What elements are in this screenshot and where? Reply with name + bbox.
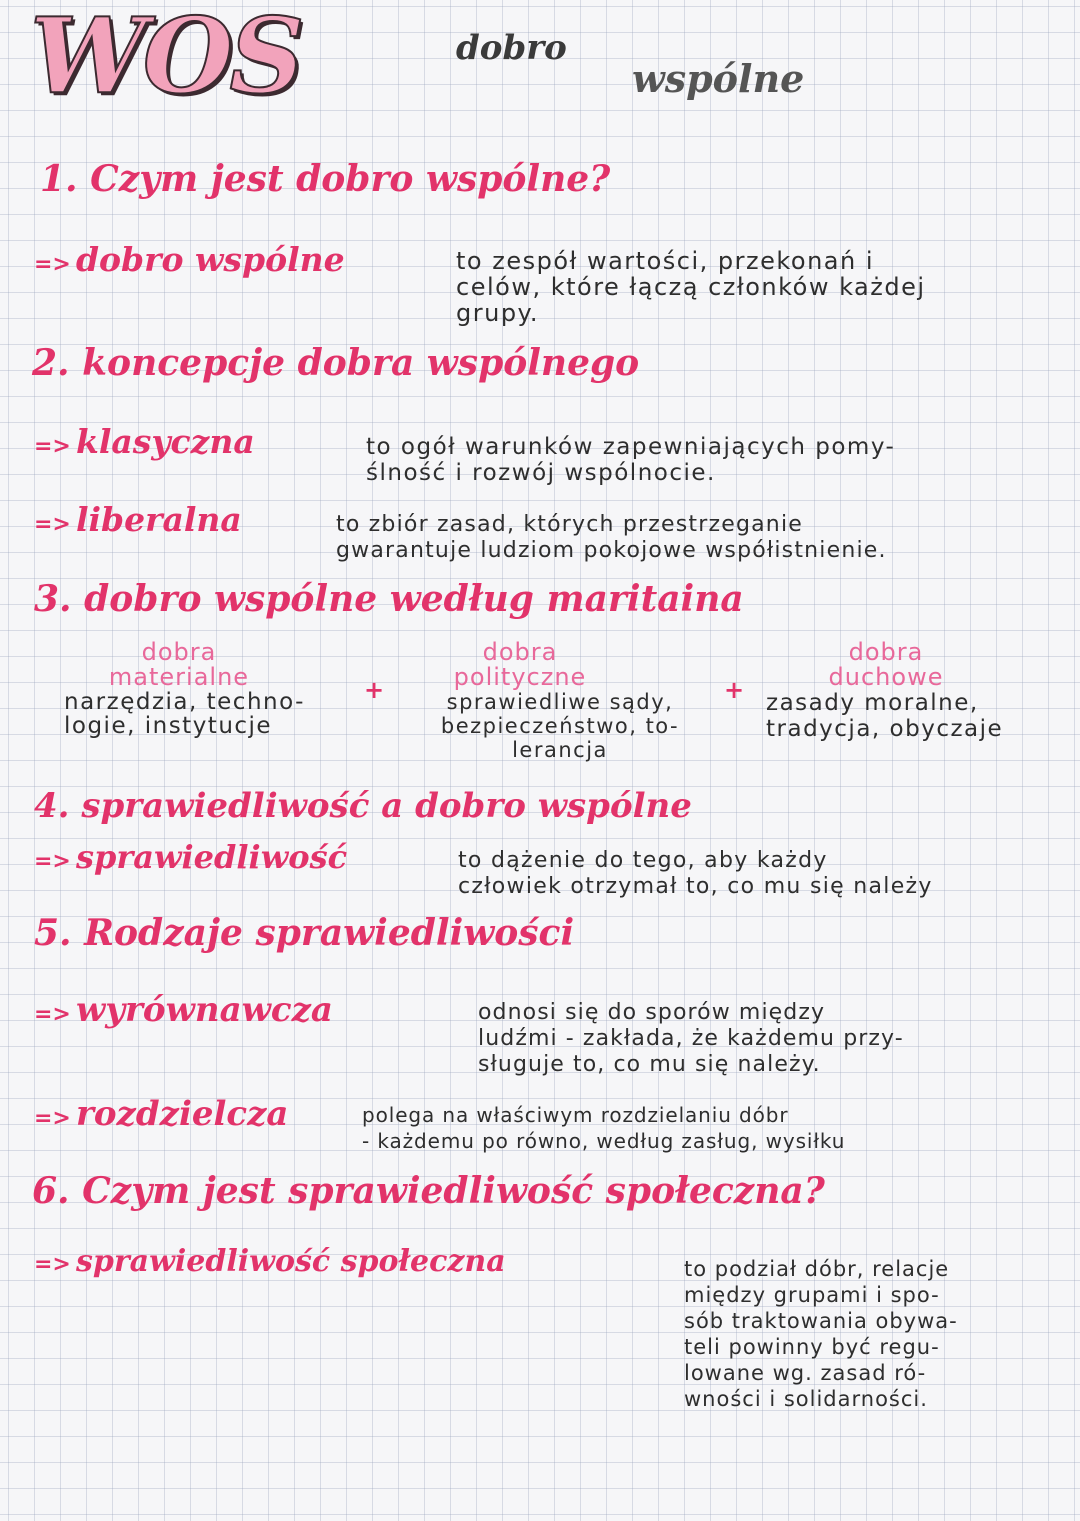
plus-sign: +	[364, 676, 385, 704]
heading-6: 6. Czym jest sprawiedliwość społeczna?	[32, 1170, 825, 1212]
def-line: sługuje to, co mu się należy.	[478, 1052, 821, 1077]
goods-political-body	[410, 690, 710, 762]
goods-spiritual	[766, 640, 1076, 742]
arrow-icon: =>	[34, 252, 71, 277]
term-wyrownawcza: wyrównawcza	[75, 990, 333, 1030]
def-line: odnosi się do sporów między	[478, 1000, 826, 1025]
goods-title-line: dobra	[141, 638, 217, 666]
row-dobro-wspolne	[34, 240, 345, 279]
heading-1: 1. Czym jest dobro wspólne?	[40, 158, 611, 200]
def-line: - każdemu po równo, według zasług, wysiłku	[362, 1129, 846, 1153]
goods-political	[410, 640, 710, 762]
def-line: to dążenie do tego, aby każdy	[458, 848, 828, 873]
goods-title-line: dobra	[848, 638, 924, 666]
def-line: to ogół warunków zapewniających pomy-	[366, 434, 896, 460]
def-rozdzielcza	[362, 1102, 845, 1154]
arrow-icon: =>	[34, 1106, 71, 1131]
def-liberalna	[336, 512, 887, 564]
def-line: teli powinny być regu-	[684, 1335, 940, 1359]
arrow-icon: =>	[34, 1252, 71, 1277]
def-line: polega na właściwym rozdzielaniu dóbr	[362, 1103, 789, 1127]
def-line: celów, które łączą członków każdej	[456, 273, 926, 301]
goods-body-line: bezpieczeństwo, to-	[440, 714, 680, 738]
def-wyrownawcza	[478, 1000, 904, 1078]
wos-logo: WOS	[30, 0, 301, 117]
goods-spiritual-body	[766, 690, 1076, 742]
plus-sign: +	[724, 676, 745, 704]
goods-title-line: duchowe	[828, 663, 944, 691]
def-line: sób traktowania obywa-	[684, 1309, 958, 1333]
goods-body-line: zasady moralne,	[766, 690, 979, 716]
goods-body-line: lerancja	[512, 738, 608, 762]
goods-spiritual-title	[766, 640, 1006, 690]
heading-2: 2. koncepcje dobra wspólnego	[32, 342, 640, 384]
goods-body-line: logie, instytucje	[64, 713, 273, 739]
heading-5: 5. Rodzaje sprawiedliwości	[34, 912, 575, 954]
term-klasyczna: klasyczna	[75, 422, 255, 461]
term-liberalna: liberalna	[75, 500, 242, 539]
goods-body-line: narzędzia, techno-	[64, 689, 305, 715]
goods-material-title	[64, 640, 294, 690]
arrow-icon: =>	[34, 434, 71, 459]
def-klasyczna	[366, 434, 895, 486]
def-line: człowiek otrzymał to, co mu się należy	[458, 874, 933, 899]
def-dobro-wspolne	[456, 248, 926, 326]
arrow-icon: =>	[34, 849, 71, 874]
def-line: wności i solidarności.	[684, 1387, 928, 1411]
def-sprawiedliwosc-spoleczna	[684, 1256, 958, 1412]
def-line: gwarantuje ludziom pokojowe współistnienie.	[336, 538, 887, 563]
def-line: ślność i rozwój wspólnocie.	[366, 460, 716, 486]
def-line: to zespół wartości, przekonań i	[456, 247, 874, 275]
goods-title-line: polityczne	[453, 663, 587, 691]
def-line: ludźmi - zakłada, że każdemu przy-	[478, 1026, 904, 1051]
row-liberalna	[34, 500, 242, 539]
goods-material	[64, 640, 354, 738]
heading-4: 4. sprawiedliwość a dobro wspólne	[34, 786, 692, 826]
goods-title-line: dobra	[482, 638, 558, 666]
term-rozdzielcza: rozdzielcza	[75, 1094, 289, 1134]
def-line: między grupami i spo-	[684, 1283, 940, 1307]
arrow-icon: =>	[34, 512, 71, 537]
arrow-icon: =>	[34, 1002, 71, 1027]
row-sprawiedliwosc-spoleczna	[34, 1244, 506, 1279]
title-wspolne: wspólne	[632, 56, 805, 101]
goods-political-title	[410, 640, 630, 690]
goods-title-line: materialne	[108, 663, 250, 691]
term-sprawiedliwosc-spoleczna: sprawiedliwość społeczna	[75, 1244, 506, 1279]
heading-3: 3. dobro wspólne według maritaina	[34, 578, 744, 620]
def-line: grupy.	[456, 299, 539, 327]
def-line: to podział dóbr, relacje	[684, 1257, 950, 1281]
title-dobro: dobro	[456, 28, 567, 68]
row-klasyczna	[34, 422, 255, 461]
term-sprawiedliwosc: sprawiedliwość	[75, 838, 348, 876]
goods-body-line: sprawiedliwe sądy,	[446, 690, 674, 714]
def-line: to zbiór zasad, których przestrzeganie	[336, 512, 803, 537]
def-line: lowane wg. zasad ró-	[684, 1361, 927, 1385]
row-sprawiedliwosc	[34, 838, 347, 876]
term-dobro-wspolne: dobro wspólne	[75, 240, 345, 279]
goods-material-body	[64, 690, 354, 738]
goods-body-line: tradycja, obyczaje	[766, 716, 1004, 742]
row-rozdzielcza	[34, 1094, 288, 1134]
def-sprawiedliwosc	[458, 848, 933, 900]
row-wyrownawcza	[34, 990, 333, 1030]
